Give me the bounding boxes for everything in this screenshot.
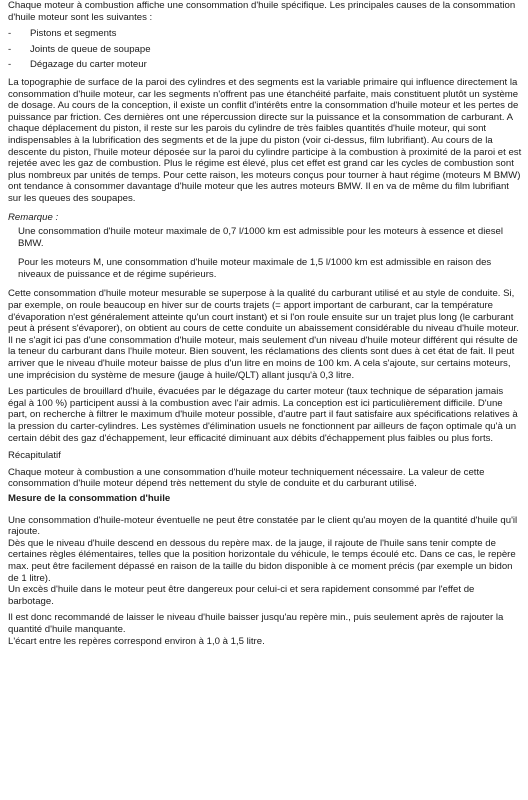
measure-paragraph: Dès que le niveau d'huile descend en dessous du repère max. de la jauge, il rajoute de l'huile sans tenir compte de certaines règles élémentaires, telles que la position horizontale du véhicule, le temps écoulé etc. Dans ce cas, le repère max. peut être facilement dépassé en raison de la taille du bidon disponible à ce moment précis (par exemple un bidon de 1 litre). [8,537,516,584]
causes-list [8,28,522,71]
measure-section [8,515,522,648]
cause-label: Joints de queue de soupape [30,43,151,55]
remark-paragraph: Pour les moteurs M, une consommation d'huile moteur maximale de 1,5 l/1000 km est admissible en raison des niveaux de puissance et de régime supérieurs. [18,257,492,280]
measure-heading: Mesure de la consommation d'huile [8,492,171,504]
cause-label: Dégazage du carter moteur [30,59,147,71]
measure-paragraph: Une consommation d'huile-moteur éventuelle ne peut être constatée par le client qu'au moyen de la quantité d'huile qu'il rajoute. [8,514,518,538]
list-item [8,44,522,56]
measure-paragraph: Un excès d'huile dans le moteur peut être dangereux pour celui-ci et sera rapidement consommé par l'effet de barbotage. [8,584,475,607]
intro-paragraph: Chaque moteur à combustion affiche une consommation d'huile spécifique. Les principales causes de la consommation d'huile moteur sont les suivantes : [8,0,516,23]
measurable-paragraph: Cette consommation d'huile moteur mesurable se superpose à la qualité du carburant utilisé et au style de conduite. Si, par exemple, on roule beaucoup en hiver sur de courts trajets (= apport important de carburant, car la température d'évaporation n'est généralement atteinte qu'un court instant) et si l'on roule ensuite sur un trajet plus long (le carburant peut à présent s'évaporer), on obtient au cours de cette conduite un abaissement considérable du niveau d'huile moteur. Il ne s'agit ici pas d'une consommation d'huile moteur, mais seulement d'un niveau d'huile moteur différent qui résulte de la teneur du carburant dans l'huile moteur. Bien souvent, les réclamations des clients sont dues à cet état de fait. Il peut arriver que le niveau d'huile moteur baisse de plus d'un litre en moins de 100 km. A cela s'ajoute, sur certains moteurs, une imprécision du système de mesure (jauge à huile/QLT) allant jusqu'à 0,3 litre. [8,288,519,381]
list-item [8,59,522,71]
document-page [8,0,522,647]
recap-paragraph: Chaque moteur à combustion a une consommation d'huile moteur techniquement nécessaire. La valeur de cette consommation d'huile moteur dépend très nettement du style de conduite et du carburant utilisé. [8,466,485,490]
remark-paragraph: Une consommation d'huile moteur maximale de 0,7 l/1000 km est admissible pour les moteurs à essence et diesel BMW. [18,226,503,249]
remark-body [8,226,522,280]
remark-section [8,212,522,281]
list-item [8,28,522,40]
topography-paragraph: La topographie de surface de la paroi des cylindres et des segments est la variable primaire qui influence directement la consommation d'huile moteur, car les segments n'offrent pas une étanchéité parfaite, mais constituent plutôt un système de dosage. Au cours de la conception, il existe un conflit d'intérêts entre la consommation d'huile moteur et les pertes de puissance par friction. Ces dernières ont une répercussion directe sur la puissance et la consommation de carburant. A chaque déplacement du piston, il reste sur les parois du cylindre de très faibles quantités d'huile moteur, qui sont indispensables à la lubrification des segments et de la jupe du piston (voir ci-dessus, film lubrifiant). Au cours de la descente du piston, l'huile moteur déposée sur la paroi du cylindre participe à la combustion à proximité de la paroi et est rejetée avec les gaz de combustion. Plus le régime est élevé, plus cet effet est grand car les cycles de combustion sont plus nombreux par unités de temps. Pour cette raison, les moteurs conçus pour tourner à haut régime (moteurs M BMW) ont tendance à consommer davantage d'huile moteur que les autres moteurs BMW. Il en va de même du film lubrifiant sur les queues des soupapes. [8,76,522,204]
cause-label: Pistons et segments [30,28,117,40]
bullet-dash: - [8,59,12,71]
measure-paragraph: L'écart entre les repères correspond environ à 1,0 à 1,5 litre. [8,635,265,647]
recap-title: Récapitulatif [8,450,61,462]
bullet-dash: - [8,43,12,55]
remark-title: Remarque : [8,211,59,223]
bullet-dash: - [8,28,12,40]
measure-paragraph: Il est donc recommandé de laisser le niveau d'huile baisser jusqu'au repère min., puis seulement après de rajouter la quantité d'huile manquante. [8,612,504,635]
particles-paragraph: Les particules de brouillard d'huile, évacuées par le dégazage du carter moteur (taux technique de séparation jamais égal à 100 %) participent aussi à la combustion avec l'air admis. La conception est ici particulièrement difficile. D'une part, on recherche à filtrer le maximum d'huile moteur possible, d'autre part il faut satisfaire aux spécifications relatives à la pression du carter-cylindres. Les systèmes d'élimination usuels ne fonctionnent par ailleurs de façon optimale qu'à un certain débit des gaz d'échappement, leur efficacité diminuant aux débits d'échappement plus faibles ou plus forts. [8,386,518,444]
